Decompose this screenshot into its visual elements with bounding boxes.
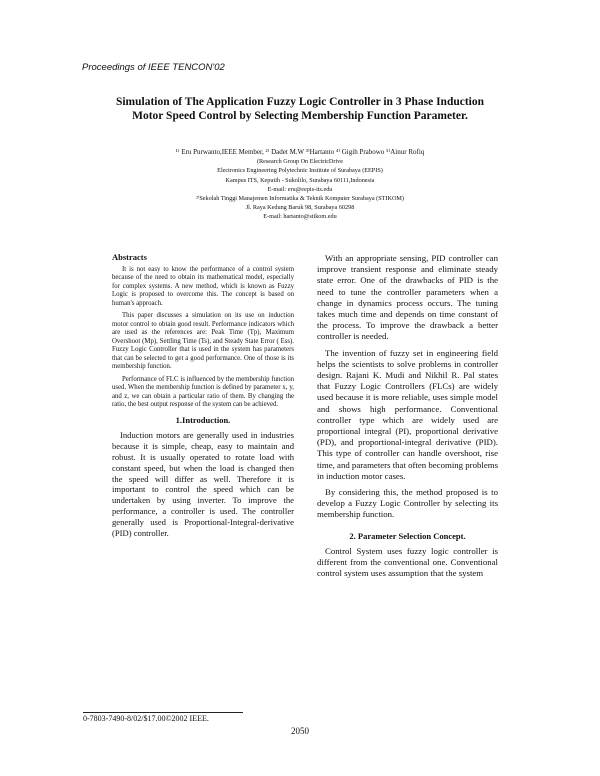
address-2: Jl. Raya Kedung Baruk 98, Surabaya 60298 bbox=[245, 204, 355, 212]
proceedings-header: Proceedings of IEEE TENCON'02 bbox=[82, 62, 225, 73]
copyright-line: 0-7803-7490-8/02/$17.00©2002 IEEE. bbox=[83, 714, 209, 723]
left-column bbox=[112, 253, 294, 543]
address-1: Kampus ITS, Keputih - Sukolilo, Surabaya 60111,Indonesia bbox=[225, 176, 375, 184]
abstract-paragraph: It is not easy to know the performance of a control system because of the need to obtain its mathematical model, especially for complex systems. A new method, which is known as Fuzzy Logic is proposed to overcome this. The concept is based on human's approach. bbox=[112, 265, 294, 307]
affiliation-2: ²⁾Sekolah Tinggi Manajemen Informatika & Teknik Komputer Surabaya (STIKOM) bbox=[195, 195, 404, 203]
section2-heading: 2. Parameter Selection Concept. bbox=[349, 530, 466, 541]
introduction-body bbox=[112, 430, 294, 538]
research-group: (Research Group On ElectricDrive bbox=[256, 158, 344, 166]
page-number: 2050 bbox=[291, 726, 309, 736]
email-2: E-mail: hartanto@stikom.edu bbox=[263, 213, 337, 221]
body-paragraph: With an appropriate sensing, PID controller can improve transient response and eliminate steady state error. One of the drawbacks of PID is the need to tune the controller parameters when a change in dynamics process occurs. The tuning takes much time and depends on time constant of the process. To improve the drawback a better controller is needed. bbox=[317, 253, 498, 342]
email-1: E-mail: eru@eepis-its.edu bbox=[267, 185, 333, 193]
introduction-heading: 1.Introduction. bbox=[175, 414, 231, 425]
body-paragraph: Induction motors are generally used in industries because it is simple, cheap, easy to maintain and robust. It is usually operated to rotate load with constant speed, but when the load is changed then the speed will differ as well. Therefore it is important to control the speed which can be undertaken by using inverter. To improve the performance, a controller is used. The controller generally used is Proportional-Integral-derivative (PID) controller. bbox=[112, 430, 294, 538]
footnote-rule bbox=[83, 712, 243, 713]
abstract-section bbox=[112, 253, 294, 410]
body-paragraph: The invention of fuzzy set in engineering field helps the scientists to solve problems in controller design. Rajani K. Mudi and Nikhil R. Pal states that Fuzzy Logic Controllers (FLCs) are widely used because it is more reliable, uses simple model and shows high performance. Conventional controller type which are widely used are proportional integral (PI), proportional derivative (PD), and proportional-integral derivative (PID). This type of controller can handle overshoot, rise time, and parameters that often becoming problems in induction motor cases. bbox=[317, 347, 499, 481]
body-paragraph: By considering this, the method proposed is to develop a Fuzzy Logic Controller by selecting its membership function. bbox=[317, 487, 498, 520]
abstract-heading: Abstracts bbox=[112, 252, 147, 262]
paper-title: Simulation of The Application Fuzzy Logic Controller in 3 Phase Induction Motor Speed Control by Selecting Membership Function Parameter. bbox=[115, 96, 485, 122]
author-names: ¹⁾ Eru Purwanto,IEEE Member, ²⁾ Dadet M.W ³⁾Hartanto ⁴⁾ Gigih Prabowo ⁵⁾Ainur Rofiq bbox=[175, 148, 425, 156]
right-column bbox=[317, 253, 498, 584]
body-paragraph: Control System uses fuzzy logic controller is different from the conventional one. Conventional control system uses assumption that the system bbox=[317, 545, 498, 579]
affiliation-1: Electronics Engineering Polytechnic Institute of Surabaya (EEPIS) bbox=[217, 167, 383, 175]
abstract-paragraph: This paper discusses a simulation on its use on induction motor control to obtain good result. Performance indicators which are used as the references are: Peak Time (Tp), Maximum Overshoot (Mp), Settling Time (Ts), and Steady State Error ( Ess). Fuzzy Logic Controller that is used in the system has parameters that can be selected to get a good performance. One of those is its membership function. bbox=[112, 312, 294, 371]
author-block bbox=[110, 148, 490, 222]
abstract-paragraph: Performance of FLC is influenced by the membership function used. When the membership function is defined by parameter x, y, and z, we can obtain a particular ratio of them. By changing the ratio, the best output response of the system can be achieved. bbox=[112, 375, 294, 409]
